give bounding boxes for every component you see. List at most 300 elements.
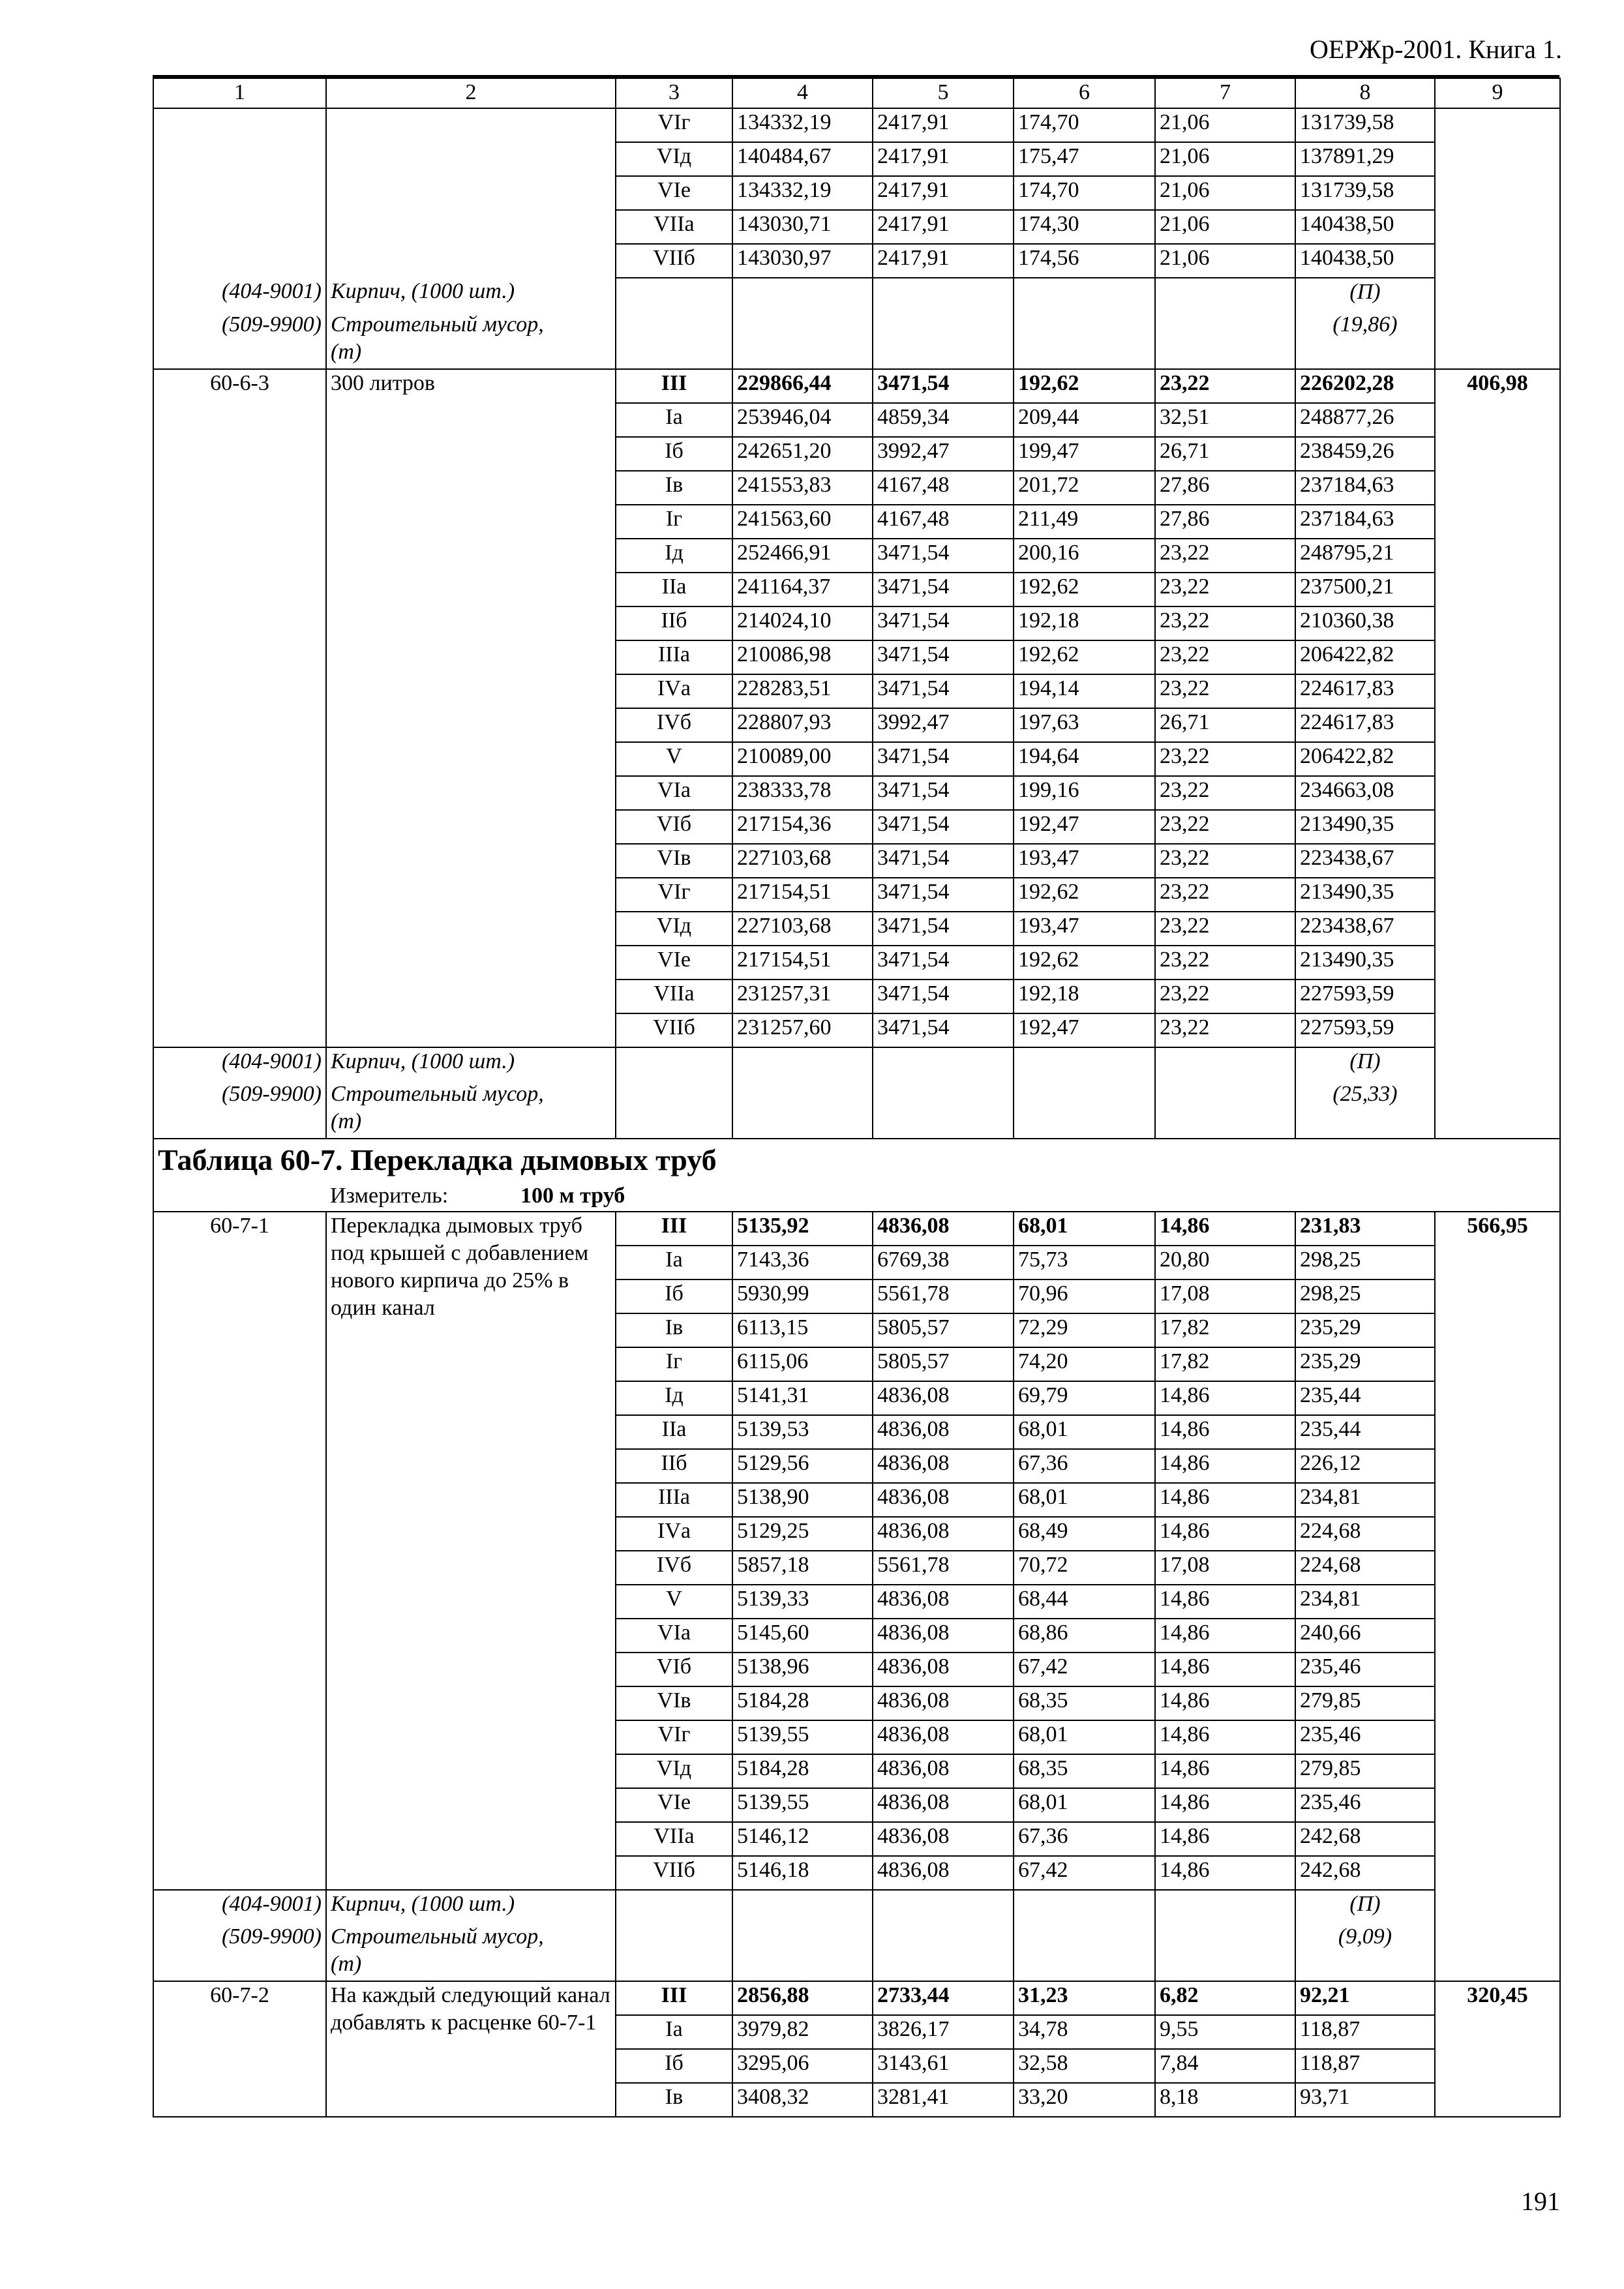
machine-labor: 14,86 [1155,1619,1295,1653]
machine-cost: 200,16 [1014,539,1155,573]
machine-labor: 21,06 [1155,142,1295,176]
material-cost: 238459,26 [1295,437,1435,471]
labor-cost: 2417,91 [873,210,1014,244]
machine-labor: 23,22 [1155,674,1295,708]
machine-labor: 21,06 [1155,210,1295,244]
machine-cost: 174,30 [1014,210,1155,244]
machine-cost: 67,36 [1014,1449,1155,1483]
resource-row [153,278,1560,311]
zone-code: V [616,1585,732,1619]
material-cost: 224,68 [1295,1551,1435,1585]
measure-row [153,1181,1560,1212]
resource-unit: (т) [331,1109,362,1133]
total-cost: 143030,97 [732,244,873,278]
total-cost: 2856,88 [732,1981,873,2015]
labor-cost: 4836,08 [873,1381,1014,1415]
total-cost: 231257,31 [732,980,873,1013]
empty-cell [732,1890,873,1923]
material-cost: 213490,35 [1295,810,1435,844]
machine-labor: 14,86 [1155,1788,1295,1822]
total-cost: 227103,68 [732,912,873,946]
table-row [153,108,1560,142]
total-cost: 241563,60 [732,505,873,539]
empty-cell [732,1047,873,1081]
labor-cost: 2733,44 [873,1981,1014,2015]
machine-cost: 68,49 [1014,1517,1155,1551]
total-cost: 252466,91 [732,539,873,573]
zone-code: VIе [616,946,732,980]
machine-cost: 67,42 [1014,1653,1155,1686]
empty-cell [873,1923,1014,1981]
machine-labor: 14,86 [1155,1653,1295,1686]
resource-unit: (т) [331,1952,362,1976]
total-cost: 6113,15 [732,1313,873,1347]
zone-code: VIа [616,1619,732,1653]
machine-cost: 70,96 [1014,1279,1155,1313]
measure-value: 100 м труб [520,1184,625,1208]
labor-cost: 3471,54 [873,606,1014,640]
material-cost: 93,71 [1295,2083,1435,2117]
machine-cost: 192,47 [1014,810,1155,844]
zone-code: III [616,1981,732,2015]
total-cost: 6115,06 [732,1347,873,1381]
machine-cost: 68,01 [1014,1415,1155,1449]
zone-code: Iд [616,1381,732,1415]
machine-labor: 6,82 [1155,1981,1295,2015]
machine-labor: 14,86 [1155,1449,1295,1483]
zone-code: Iа [616,403,732,437]
empty-cell [1155,1890,1295,1923]
total-cost: 5146,12 [732,1822,873,1856]
total-cost: 5138,96 [732,1653,873,1686]
total-cost: 5930,99 [732,1279,873,1313]
labor-cost: 4836,08 [873,1788,1014,1822]
total-cost: 3408,32 [732,2083,873,2117]
labor-cost: 3471,54 [873,573,1014,606]
labor-cost: 5805,57 [873,1313,1014,1347]
machine-labor: 14,86 [1155,1381,1295,1415]
empty-cell [1155,1923,1295,1981]
resource-code: (404-9001) [153,278,326,311]
zone-code: Iб [616,1279,732,1313]
resource-name [326,311,616,369]
empty-cell [873,1047,1014,1081]
zone-code: Iв [616,1313,732,1347]
empty-cell [732,1081,873,1139]
labor-cost: 3471,54 [873,539,1014,573]
empty-cell [1014,278,1155,311]
machine-labor: 27,86 [1155,471,1295,505]
material-cost: 235,29 [1295,1347,1435,1381]
zone-code: VIIа [616,980,732,1013]
empty-cell [732,1923,873,1981]
material-cost: 237500,21 [1295,573,1435,606]
total-cost: 228283,51 [732,674,873,708]
resource-row [153,1047,1560,1081]
total-cost: 210086,98 [732,640,873,674]
machine-cost: 193,47 [1014,844,1155,878]
resource-name: Кирпич, (1000 шт.) [326,1890,616,1923]
machine-labor: 23,22 [1155,912,1295,946]
empty-cell [153,1181,326,1212]
labor-cost: 3281,41 [873,2083,1014,2117]
zone-code: IVб [616,708,732,742]
material-cost: 298,25 [1295,1279,1435,1313]
machine-labor: 21,06 [1155,176,1295,210]
column-header: 2 [326,78,616,108]
labor-cost: 3471,54 [873,878,1014,912]
material-cost: 235,46 [1295,1720,1435,1754]
rate-code: 60-6-3 [153,369,326,1047]
zone-code: VIд [616,912,732,946]
material-cost: 231,83 [1295,1212,1435,1246]
total-cost: 5139,55 [732,1720,873,1754]
material-cost: 223438,67 [1295,844,1435,878]
labor-cost: 4836,08 [873,1720,1014,1754]
work-name-cont [326,108,616,278]
zone-code: VIв [616,1686,732,1720]
price-table [153,75,1559,2117]
material-cost: 92,21 [1295,1981,1435,2015]
material-cost: 223438,67 [1295,912,1435,946]
machine-labor: 17,08 [1155,1551,1295,1585]
column-header: 9 [1435,78,1560,108]
empty-cell [1155,1047,1295,1081]
price-table-body [153,78,1560,2117]
machine-labor: 14,86 [1155,1822,1295,1856]
machine-labor: 23,22 [1155,878,1295,912]
machine-cost: 68,01 [1014,1483,1155,1517]
labor-cost: 5561,78 [873,1551,1014,1585]
column-header-row [153,78,1560,108]
table-row [153,369,1560,403]
material-cost: 131739,58 [1295,108,1435,142]
zone-code: VIб [616,810,732,844]
machine-labor: 14,86 [1155,1585,1295,1619]
machine-cost: 68,35 [1014,1754,1155,1788]
zone-code: Iб [616,437,732,471]
zone-code: VIг [616,108,732,142]
total-cost: 134332,19 [732,108,873,142]
machine-cost: 69,79 [1014,1381,1155,1415]
machine-labor: 26,71 [1155,437,1295,471]
machine-cost: 67,36 [1014,1822,1155,1856]
zone-code: Iг [616,505,732,539]
machine-cost: 194,64 [1014,742,1155,776]
material-cost: 140438,50 [1295,210,1435,244]
zone-code: VIIб [616,1013,732,1047]
total-cost: 227103,68 [732,844,873,878]
machine-cost: 192,62 [1014,573,1155,606]
total-cost: 5146,18 [732,1856,873,1890]
total-cost: 5141,31 [732,1381,873,1415]
empty-cell [1155,278,1295,311]
material-cost: 226,12 [1295,1449,1435,1483]
material-cost: 227593,59 [1295,980,1435,1013]
measure-cell [326,1181,1560,1212]
labor-cost: 4836,08 [873,1585,1014,1619]
resource-name [326,1923,616,1981]
labor-cost: 3471,54 [873,844,1014,878]
material-cost: 237184,63 [1295,505,1435,539]
material-cost: 248877,26 [1295,403,1435,437]
material-cost: 224617,83 [1295,674,1435,708]
machine-cost: 175,47 [1014,142,1155,176]
material-cost: 140438,50 [1295,244,1435,278]
machine-cost: 68,01 [1014,1720,1155,1754]
machine-cost: 192,18 [1014,606,1155,640]
zone-code: IIа [616,1415,732,1449]
total-cost: 3295,06 [732,2049,873,2083]
table-title: Таблица 60-7. Перекладка дымовых труб [153,1139,1560,1181]
machine-cost: 199,47 [1014,437,1155,471]
total-cost: 5184,28 [732,1754,873,1788]
work-name: 300 литров [326,369,616,1047]
resource-code: (404-9001) [153,1890,326,1923]
zone-code: VIIб [616,244,732,278]
empty-cell [873,1890,1014,1923]
material-cost: 227593,59 [1295,1013,1435,1047]
zone-code: Iа [616,1246,732,1279]
machine-cost: 68,86 [1014,1619,1155,1653]
material-cost: 234,81 [1295,1585,1435,1619]
machine-labor: 14,86 [1155,1212,1295,1246]
total-cost: 231257,60 [732,1013,873,1047]
material-cost: 137891,29 [1295,142,1435,176]
measure-label: Измеритель: [330,1184,449,1208]
empty-cell [616,311,732,369]
labor-cost: 2417,91 [873,142,1014,176]
machine-labor: 32,51 [1155,403,1295,437]
machine-cost: 199,16 [1014,776,1155,810]
resource-value: (П) [1295,1047,1435,1081]
machine-labor: 14,86 [1155,1754,1295,1788]
zone-code: VIб [616,1653,732,1686]
machine-cost: 74,20 [1014,1347,1155,1381]
rate-code: 60-7-1 [153,1212,326,1890]
labor-cost: 4167,48 [873,471,1014,505]
labor-cost: 4836,08 [873,1483,1014,1517]
labor-cost: 4836,08 [873,1415,1014,1449]
machine-labor: 14,86 [1155,1483,1295,1517]
labor-cost: 4836,08 [873,1212,1014,1246]
wage-cost [1435,108,1560,369]
labor-cost: 5805,57 [873,1347,1014,1381]
material-cost: 235,46 [1295,1788,1435,1822]
wage-cost: 406,98 [1435,369,1560,1139]
total-cost: 217154,51 [732,946,873,980]
zone-code: Iд [616,539,732,573]
resource-value: (25,33) [1295,1081,1435,1139]
empty-cell [873,278,1014,311]
machine-cost: 33,20 [1014,2083,1155,2117]
column-header: 1 [153,78,326,108]
column-header: 6 [1014,78,1155,108]
resource-value: (П) [1295,1890,1435,1923]
total-cost: 7143,36 [732,1246,873,1279]
total-cost: 5139,55 [732,1788,873,1822]
zone-code: VIIа [616,210,732,244]
resource-name-line: Строительный мусор, [331,1082,544,1106]
zone-code: VIг [616,878,732,912]
labor-cost: 3471,54 [873,810,1014,844]
labor-cost: 3471,54 [873,674,1014,708]
total-cost: 143030,71 [732,210,873,244]
zone-code: Iа [616,2015,732,2049]
zone-code: VIд [616,1754,732,1788]
labor-cost: 3471,54 [873,640,1014,674]
resource-name: Кирпич, (1000 шт.) [326,1047,616,1081]
machine-cost: 192,18 [1014,980,1155,1013]
resource-row [153,1923,1560,1981]
machine-cost: 201,72 [1014,471,1155,505]
machine-labor: 14,86 [1155,1856,1295,1890]
material-cost: 298,25 [1295,1246,1435,1279]
material-cost: 279,85 [1295,1754,1435,1788]
machine-labor: 23,22 [1155,606,1295,640]
labor-cost: 3826,17 [873,2015,1014,2049]
machine-cost: 67,42 [1014,1856,1155,1890]
machine-labor: 27,86 [1155,505,1295,539]
zone-code: Iг [616,1347,732,1381]
zone-code: III [616,369,732,403]
machine-cost: 193,47 [1014,912,1155,946]
resource-value: (19,86) [1295,311,1435,369]
total-cost: 229866,44 [732,369,873,403]
machine-cost: 194,14 [1014,674,1155,708]
material-cost: 224617,83 [1295,708,1435,742]
labor-cost: 3992,47 [873,437,1014,471]
labor-cost: 4836,08 [873,1822,1014,1856]
total-cost: 241164,37 [732,573,873,606]
labor-cost: 6769,38 [873,1246,1014,1279]
machine-labor: 23,22 [1155,369,1295,403]
machine-cost: 192,62 [1014,878,1155,912]
zone-code: Iв [616,471,732,505]
total-cost: 5135,92 [732,1212,873,1246]
total-cost: 5139,33 [732,1585,873,1619]
empty-cell [616,1890,732,1923]
resource-code: (509-9900) [153,1081,326,1139]
machine-cost: 174,70 [1014,176,1155,210]
machine-labor: 14,86 [1155,1415,1295,1449]
machine-labor: 8,18 [1155,2083,1295,2117]
zone-code: V [616,742,732,776]
resource-code: (509-9900) [153,1923,326,1981]
wage-cost: 320,45 [1435,1981,1560,2117]
resource-unit: (т) [331,340,362,364]
material-cost: 235,44 [1295,1415,1435,1449]
material-cost: 240,66 [1295,1619,1435,1653]
total-cost: 217154,51 [732,878,873,912]
zone-code: IVб [616,1551,732,1585]
zone-code: IIIа [616,640,732,674]
labor-cost: 3471,54 [873,1013,1014,1047]
total-cost: 214024,10 [732,606,873,640]
material-cost: 234663,08 [1295,776,1435,810]
total-cost: 5129,25 [732,1517,873,1551]
material-cost: 242,68 [1295,1822,1435,1856]
zone-code: VIа [616,776,732,810]
material-cost: 248795,21 [1295,539,1435,573]
machine-labor: 14,86 [1155,1517,1295,1551]
total-cost: 5138,90 [732,1483,873,1517]
resource-value: (П) [1295,278,1435,311]
machine-labor: 23,22 [1155,776,1295,810]
total-cost: 5139,53 [732,1415,873,1449]
zone-code: IIб [616,1449,732,1483]
material-cost: 206422,82 [1295,742,1435,776]
total-cost: 242651,20 [732,437,873,471]
labor-cost: 4836,08 [873,1856,1014,1890]
resource-code: (404-9001) [153,1047,326,1081]
machine-cost: 31,23 [1014,1981,1155,2015]
resource-name-line: Строительный мусор, [331,1924,544,1949]
machine-cost: 192,47 [1014,1013,1155,1047]
empty-cell [616,1923,732,1981]
zone-code: IIIа [616,1483,732,1517]
empty-cell [1014,1890,1155,1923]
resource-name: Кирпич, (1000 шт.) [326,278,616,311]
total-cost: 217154,36 [732,810,873,844]
material-cost: 213490,35 [1295,946,1435,980]
zone-code: IVа [616,1517,732,1551]
machine-cost: 68,44 [1014,1585,1155,1619]
total-cost: 5184,28 [732,1686,873,1720]
rate-code-cont [153,108,326,278]
labor-cost: 3471,54 [873,946,1014,980]
material-cost: 226202,28 [1295,369,1435,403]
machine-labor: 23,22 [1155,1013,1295,1047]
machine-cost: 174,70 [1014,108,1155,142]
zone-code: VIг [616,1720,732,1754]
column-header: 7 [1155,78,1295,108]
material-cost: 279,85 [1295,1686,1435,1720]
zone-code: VIв [616,844,732,878]
empty-cell [1155,311,1295,369]
labor-cost: 2417,91 [873,244,1014,278]
material-cost: 118,87 [1295,2049,1435,2083]
total-cost: 241553,83 [732,471,873,505]
rate-code: 60-7-2 [153,1981,326,2117]
material-cost: 237184,63 [1295,471,1435,505]
resource-name [326,1081,616,1139]
material-cost: 235,29 [1295,1313,1435,1347]
material-cost: 224,68 [1295,1517,1435,1551]
machine-cost: 192,62 [1014,640,1155,674]
machine-labor: 17,82 [1155,1313,1295,1347]
machine-labor: 23,22 [1155,810,1295,844]
machine-labor: 23,22 [1155,980,1295,1013]
material-cost: 235,46 [1295,1653,1435,1686]
machine-cost: 72,29 [1014,1313,1155,1347]
material-cost: 235,44 [1295,1381,1435,1415]
empty-cell [616,1047,732,1081]
labor-cost: 4859,34 [873,403,1014,437]
total-cost: 5857,18 [732,1551,873,1585]
total-cost: 134332,19 [732,176,873,210]
machine-cost: 211,49 [1014,505,1155,539]
work-name: Перекладка дымовых труб под крышей с добавлением нового кирпича до 25% в один канал [326,1212,616,1890]
total-cost: 3979,82 [732,2015,873,2049]
labor-cost: 4836,08 [873,1449,1014,1483]
total-cost: 210089,00 [732,742,873,776]
empty-cell [1014,1081,1155,1139]
table-title-row [153,1139,1560,1181]
empty-cell [616,1081,732,1139]
material-cost: 206422,82 [1295,640,1435,674]
empty-cell [732,278,873,311]
